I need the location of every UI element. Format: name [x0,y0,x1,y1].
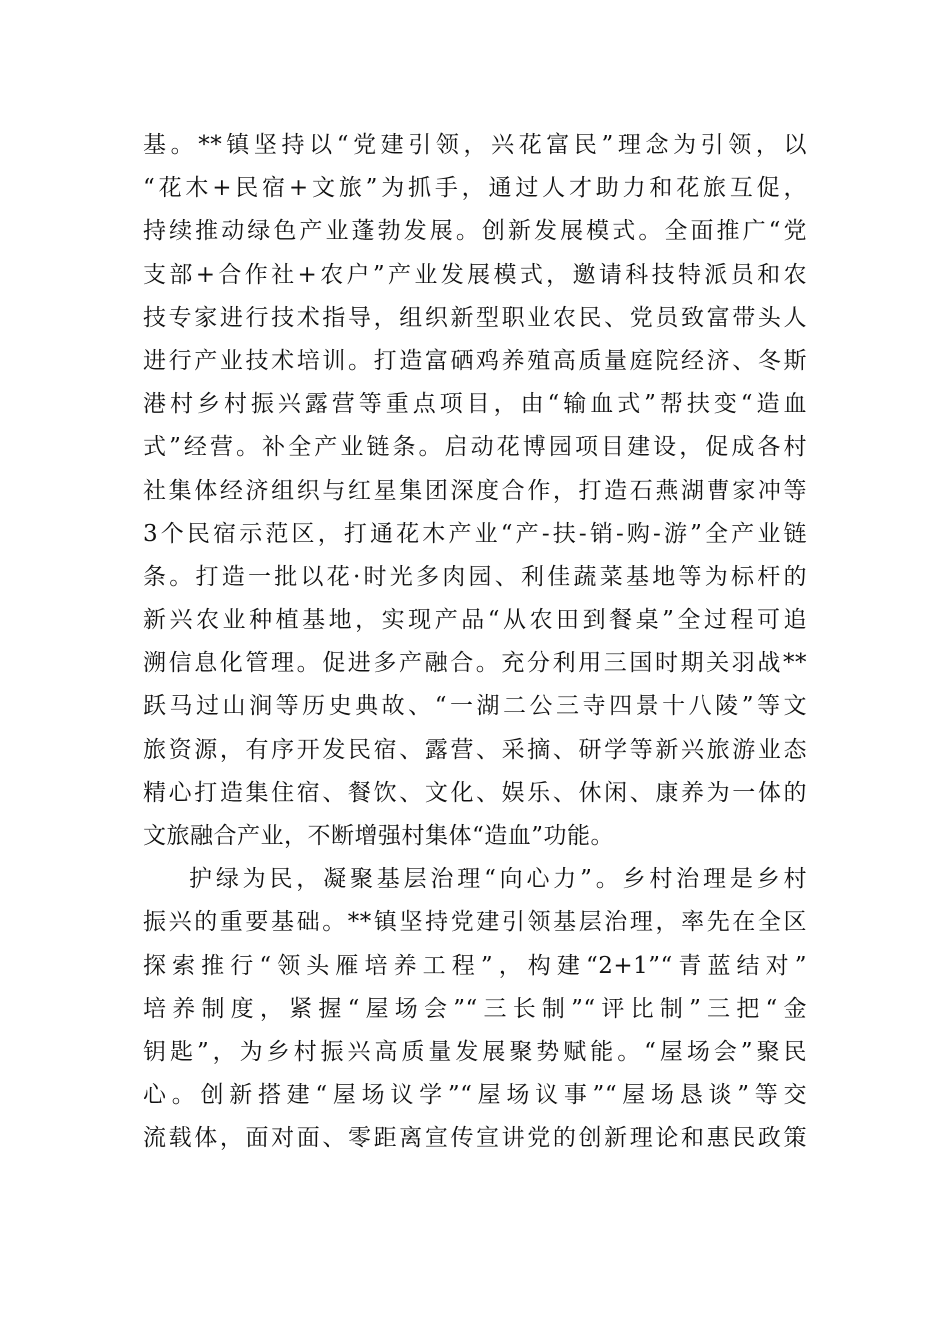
paragraph-2 [143,858,807,1160]
text-line: 新兴农业种植基地，实现产品“从农田到餐桌”全过程可追 [143,607,807,634]
text-line: 心。创新搭建“屋场议学”“屋场议事”“屋场恳谈”等交 [143,1082,807,1109]
text-line: 振兴的重要基础。**镇坚持党建引领基层治理，率先在全区 [143,909,807,936]
text-line: 技专家进行技术指导，组织新型职业农民、党员致富带头人 [143,304,807,331]
text-line: 进行产业技术培训。打造富硒鸡养殖高质量庭院经济、冬斯 [143,347,807,374]
text-line: 流载体，面对面、零距离宣传宣讲党的创新理论和惠民政策 [143,1125,807,1152]
text-line: 跃马过山涧等历史典故、“一湖二公三寺四景十八陵”等文 [143,693,807,720]
text-line: “花木+民宿+文旅”为抓手，通过人才助力和花旅互促， [143,175,807,202]
text-line: 文旅融合产业，不断增强村集体“造血”功能。 [143,823,615,849]
text-line: 护绿为民，凝聚基层治理“向心力”。乡村治理是乡村 [189,866,807,893]
text-line: 3个民宿示范区，打通花木产业“产-扶-销-购-游”全产业链 [143,520,807,547]
text-line: 旅资源，有序开发民宿、露营、采摘、研学等新兴旅游业态 [143,736,807,763]
text-line: 港村乡村振兴露营等重点项目，由“输血式”帮扶变“造血 [143,391,807,418]
text-line: 钥匙”，为乡村振兴高质量发展聚势赋能。“屋场会”聚民 [143,1038,807,1065]
text-line: 条。打造一批以花·时光多肉园、利佳蔬菜基地等为标杆的 [143,563,807,590]
text-line: 支部+合作社+农户”产业发展模式，邀请科技特派员和农 [143,261,807,288]
text-line: 溯信息化管理。促进多产融合。充分利用三国时期关羽战** [143,650,807,677]
text-line: 式”经营。补全产业链条。启动花博园项目建设，促成各村 [143,434,807,461]
paragraph-1 [143,124,807,858]
document-page [143,124,807,1161]
text-line: 探索推行“领头雁培养工程”，构建“2+1”“青蓝结对” [143,952,807,979]
text-line: 社集体经济组织与红星集团深度合作，打造石燕湖曹家冲等 [143,477,807,504]
text-line: 持续推动绿色产业蓬勃发展。创新发展模式。全面推广“党 [143,218,807,245]
text-line: 精心打造集住宿、餐饮、文化、娱乐、休闲、康养为一体的 [143,779,807,806]
text-line: 培养制度，紧握“屋场会”“三长制”“评比制”三把“金 [143,995,807,1022]
text-line: 基。**镇坚持以“党建引领，兴花富民”理念为引领，以 [143,132,807,158]
